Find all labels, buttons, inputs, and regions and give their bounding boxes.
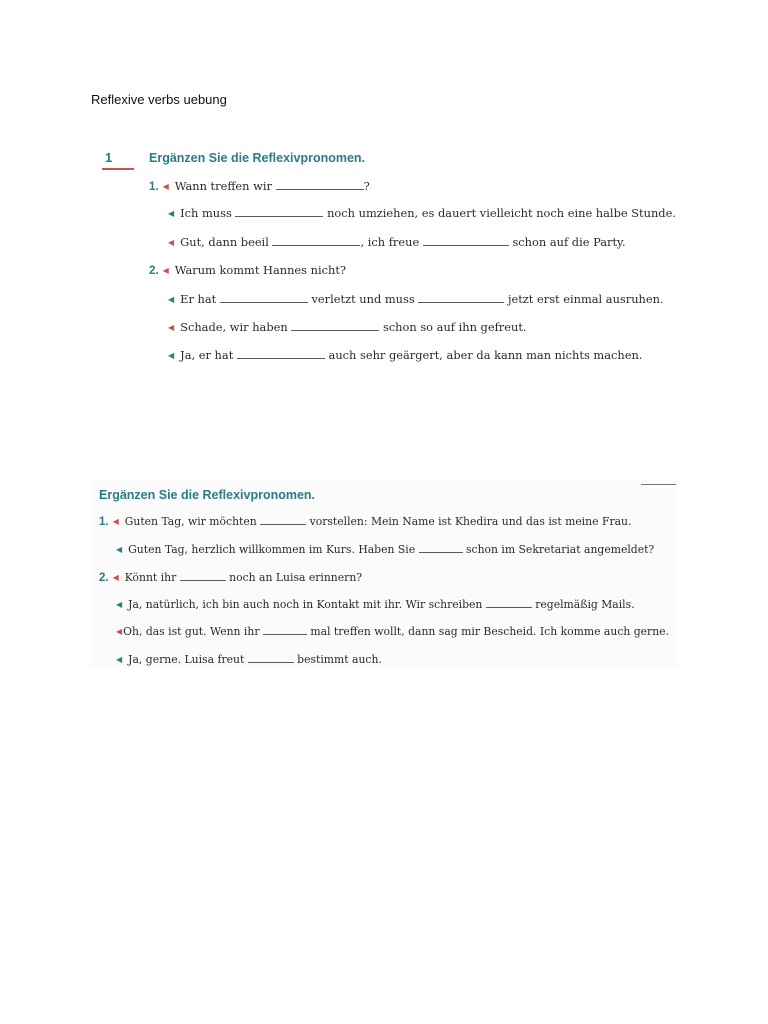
exercise-2-scan [90,480,678,668]
document-title: Reflexive verbs uebung [91,92,227,107]
exercise-line: ◀ Ich muss noch umziehen, es dauert vielleicht noch eine halbe Stunde. [168,206,676,220]
answer-blank[interactable] [418,292,504,303]
speaker-b-marker-icon: ◀ [116,655,123,664]
exercise-line: 1. ◀ Wann treffen wir ? [149,179,370,193]
item-number: 2. [99,572,109,584]
exercise-number-underline [102,168,134,170]
exercise-line: ◀ Gut, dann beeil , ich freue schon auf die Party. [168,235,626,249]
divider [641,484,676,485]
speaker-b-marker-icon: ◀ [168,209,175,218]
exercise-line: 2. ◀ Warum kommt Hannes nicht? [149,263,347,277]
exercise-1-scan [100,142,680,378]
speaker-a-marker-icon: ◀ [116,627,123,636]
speaker-b-marker-icon: ◀ [116,545,123,554]
exercise-heading: Ergänzen Sie die Reflexivpronomen. [149,151,366,165]
speaker-b-marker-icon: ◀ [168,351,175,360]
answer-blank[interactable] [260,514,306,525]
exercise-line: ◀ Er hat verletzt und muss jetzt erst einmal ausruhen. [168,292,664,306]
answer-blank[interactable] [235,206,323,217]
speaker-a-marker-icon: ◀ [168,238,175,247]
speaker-a-marker-icon: ◀ [162,182,169,191]
item-number: 1. [149,181,159,193]
answer-blank[interactable] [220,292,308,303]
answer-blank[interactable] [291,320,379,331]
exercise-line: ◀ Ja, er hat auch sehr geärgert, aber da kann man nichts machen. [168,348,643,362]
answer-blank[interactable] [237,348,325,359]
item-number: 1. [99,516,109,528]
exercise-line: ◀Oh, das ist gut. Wenn ihr mal treffen wollt, dann sag mir Bescheid. Ich komme auch gerne. [116,625,669,638]
speaker-b-marker-icon: ◀ [116,600,123,609]
exercise-heading: Ergänzen Sie die Reflexivpronomen. [99,488,316,502]
speaker-a-marker-icon: ◀ [112,517,119,526]
speaker-a-marker-icon: ◀ [112,573,119,582]
answer-blank[interactable] [486,597,532,608]
answer-blank[interactable] [248,652,294,663]
exercise-line: 1. ◀ Guten Tag, wir möchten vorstellen: Mein Name ist Khedira und das ist meine Frau. [99,515,632,528]
answer-blank[interactable] [419,542,463,553]
answer-blank[interactable] [180,570,226,581]
exercise-line: 2. ◀ Könnt ihr noch an Luisa erinnern? [99,571,363,584]
answer-blank[interactable] [423,235,509,246]
exercise-line: ◀ Guten Tag, herzlich willkommen im Kurs. Haben Sie schon im Sekretariat angemeldet? [116,543,655,556]
exercise-line: ◀ Ja, gerne. Luisa freut bestimmt auch. [116,653,382,666]
speaker-a-marker-icon: ◀ [168,323,175,332]
exercise-number: 1 [105,150,113,165]
speaker-b-marker-icon: ◀ [168,295,175,304]
answer-blank[interactable] [272,235,360,246]
answer-blank[interactable] [263,624,307,635]
exercise-line: ◀ Schade, wir haben schon so auf ihn gefreut. [168,320,527,334]
item-number: 2. [149,265,159,277]
speaker-a-marker-icon: ◀ [162,266,169,275]
exercise-line: ◀ Ja, natürlich, ich bin auch noch in Kontakt mit ihr. Wir schreiben regelmäßig Mails. [116,598,635,611]
answer-blank[interactable] [276,179,364,190]
